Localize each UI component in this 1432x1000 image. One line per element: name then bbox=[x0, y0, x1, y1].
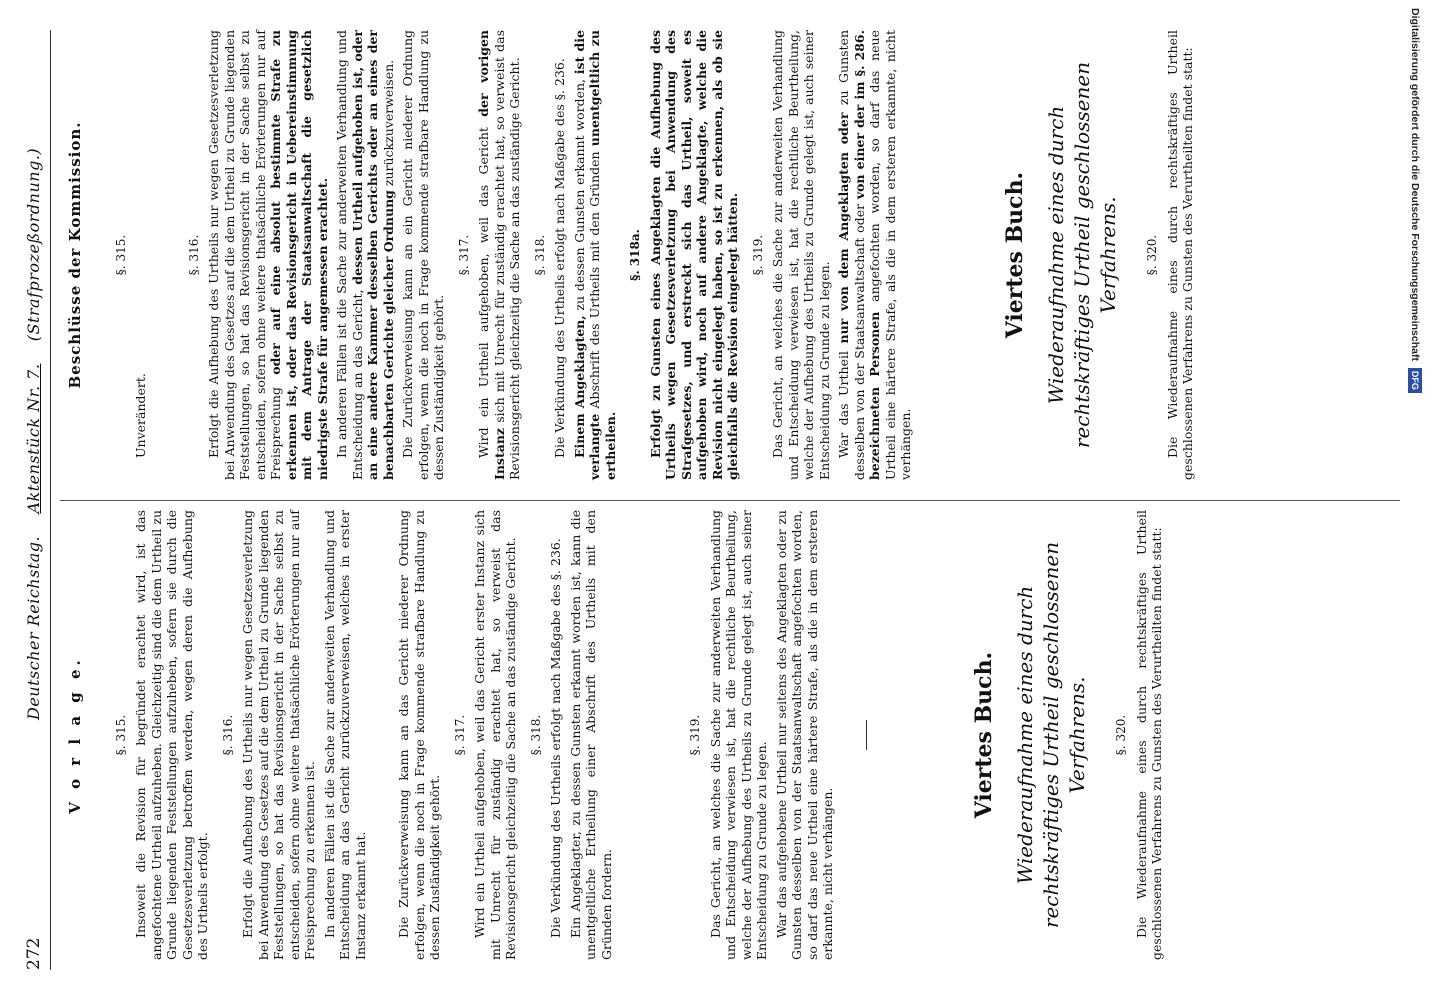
section-text-amendment: Erfolgt zu Gunsten eines Angeklagten die Aufhebung des Urtheils wegen Gesetzesverletzung bei Anwendung des Strafgesetzes, und erstreckt sich das Urtheil, soweit es aufgehoben wird, noch auf andere Angeklagte, welche die Revision nicht eingelegt haben, so ist zu erkennen, als ob sie gleichfalls die Revision eingelegt hätten. bbox=[647, 30, 740, 480]
section-text-amendment: nur von dem Angeklagten oder bbox=[836, 112, 851, 344]
section-text-amendment: der vorigen Instanz bbox=[476, 30, 507, 480]
book-subtitle: Wiederaufnahme eines durch rechtskräftiges Urtheil geschlossenen Verfahrens. bbox=[1013, 541, 1089, 929]
section-text: Die Wiederaufnahme eines durch rechtskräftiges Urtheil geschlossenen Verfahrens zu Gunsten des Verurtheilten findet statt: bbox=[1133, 510, 1164, 960]
section-number: §. 316. bbox=[220, 714, 235, 756]
column-kommission bbox=[60, 30, 1400, 480]
section-number: §. 318. bbox=[528, 714, 543, 756]
section-number: §. 318a. bbox=[628, 229, 642, 281]
section-text-regular: angefochten worden, so darf das neue Urtheil eine härtere Strafe, als die in dem ersteren erkannte, nicht verhängen. bbox=[867, 30, 913, 480]
running-title bbox=[24, 148, 43, 720]
section-text-amendment: von einer der im §. 286. bezeichneten Personen bbox=[851, 30, 882, 480]
digitization-credit-text: Digitalisierung gefördert durch die Deutsche Forschungsgemeinschaft bbox=[1409, 8, 1421, 361]
section-text-regular: zu dessen Gunsten erkannt worden, bbox=[571, 78, 587, 311]
section-text: Wird ein Urtheil aufgehoben, weil das Gericht erster Instanz sich mit Unrecht für zuständig erachtet hat, so verweist das Revisionsgericht gleichzeitig die Sache an das zuständige Gericht. bbox=[472, 510, 518, 960]
running-title-document: Aktenstück Nr. 7. bbox=[24, 363, 43, 514]
section-number: §. 319. bbox=[750, 234, 765, 276]
section-text: Das Gericht, an welches die Sache zur anderweiten Verhandlung und Entscheidung verwiesen ist, hat die rechtliche Beurtheilung, welche der Aufhebung des Urtheils zu Grunde gelegt ist, auch seiner Entscheidung zu Grunde zu legen. bbox=[770, 30, 832, 480]
section-text bbox=[476, 30, 523, 480]
section-number: §. 316. bbox=[186, 234, 201, 276]
section-text bbox=[572, 30, 619, 480]
header-rule bbox=[50, 30, 51, 970]
section-text: Unverändert. bbox=[133, 373, 148, 458]
section-number: §. 318. bbox=[532, 234, 547, 276]
section-text-amendment: oder auf eine absolut bestimmte Strafe zu erkennen ist, oder das Revisionsgericht in Uebereinstimmung mit dem Antrage der Staatsanwaltschaft die gesetzlich niedrigste Strafe für angemessen erachtet. bbox=[268, 29, 330, 480]
kommission-heading: Beschlüsse der Kommission. bbox=[66, 121, 84, 389]
section-text-regular: zu Gunsten desselben von der Staatsanwaltschaft oder bbox=[836, 29, 867, 480]
section-text-amendment: ist die verlangte bbox=[571, 30, 602, 480]
section-text: Insoweit die Revision für begründet erachtet wird, ist das angefochtene Urtheil aufzuheben. Gleichzeitig sind die dem Urtheil zu Grunde liegenden Feststellungen aufzuheben, sofern sie durch die Gesetzesverletzung betroffen werden, wegen deren die Aufhebung des Urtheils erfolgt. bbox=[133, 510, 210, 960]
section-text: Die Verkündung des Urtheils erfolgt nach Maßgabe des §. 236. bbox=[548, 538, 563, 938]
section-number: §. 320. bbox=[1114, 714, 1128, 756]
section-text-regular: War das Urtheil bbox=[836, 351, 851, 458]
section-text bbox=[836, 30, 914, 480]
section-text: Ein Angeklagter, zu dessen Gunsten erkannt worden ist, kann die unentgeltliche Ertheilung einer Abschrift des Urtheils mit den Gründen fordern. bbox=[567, 510, 614, 960]
section-text: Die Zurückverweisung kann an das Gericht niederer Ordnung erfolgen, wenn die noch in Frage kommende strafbare Handlung zu dessen Zuständigkeit gehört. bbox=[396, 510, 442, 960]
section-number: §. 317. bbox=[452, 714, 467, 756]
section-text-regular: zurückzuverweisen. bbox=[380, 59, 396, 187]
vorlage-heading: V o r l a g e. bbox=[66, 656, 84, 814]
digitization-credit bbox=[1398, 0, 1432, 1000]
section-number: §. 320. bbox=[1145, 234, 1159, 276]
section-text bbox=[334, 30, 396, 480]
running-title-subject: (Strafprozeßordnung.) bbox=[24, 147, 43, 342]
running-title-journal: Deutscher Reichstag. bbox=[24, 535, 43, 720]
section-text-regular: Abschrift des Urtheils mit den Gründen bbox=[587, 151, 602, 409]
dfg-logo: DFG bbox=[1408, 368, 1422, 393]
section-text: Die Wiederaufnahme eines durch rechtskräftiges Urtheil geschlossenen Verfahrens zu Gunsten des Verurtheilten findet statt: bbox=[1164, 30, 1195, 480]
section-number: §. 315. bbox=[113, 234, 128, 276]
section-number: §. 315. bbox=[113, 714, 128, 756]
section-text-regular: Erfolgt die Aufhebung des Urtheils nur wegen Gesetzesverletzung bei Anwendung des Gesetzes auf die dem Urtheil zu Grunde liegenden Feststellungen, so hat das Revisionsgericht in der Sache selbst zu entscheiden, sofern ohne weitere thatsächliche Erörterungen nur auf Freisprechung bbox=[206, 30, 283, 480]
section-text-regular: In anderen Fällen ist die Sache zur anderweiten Verhandlung und Entscheidung an das Gericht, bbox=[334, 30, 365, 480]
section-text: Das Gericht, an welches die Sache zur anderweiten Verhandlung und Entscheidung verwiesen ist, hat die rechtliche Beurtheilung, welche der Aufhebung des Urtheils zu Grunde gelegt ist, auch seiner Entscheidung zu Grunde zu legen. bbox=[707, 510, 769, 960]
section-text: Erfolgt die Aufhebung des Urtheils nur wegen Gesetzesverletzung bei Anwendung des Gesetzes auf die dem Urtheil zu Grunde liegenden Feststellungen, so hat das Revisionsgericht in der Sache selbst zu entscheiden, sofern ohne weitere thatsächliche Erörterungen nur auf Freisprechung zu erkennen ist. bbox=[240, 510, 317, 960]
section-text: War das aufgehobene Urtheil nur seitens des Angeklagten oder zu Gunsten desselben von der Staatsanwaltschaft angefochten worden, so darf das neue Urtheil eine härtere Strafe, als die in dem ersteren erkannte, nicht verhängen. bbox=[773, 510, 835, 960]
section-text-amendment: Einem Angeklagten, bbox=[571, 315, 587, 458]
section-text-regular: sich mit Unrecht für zuständig erachtet hat, so verweist das Revisionsgericht gleichzeitig die Sache an das zuständige Gericht. bbox=[491, 30, 522, 480]
column-divider bbox=[60, 500, 1400, 501]
section-text: In anderen Fällen ist die Sache zur anderweiten Verhandlung und Entscheidung an das Gericht zurückzuverweisen, welches in erster Instanz erkannt hat. bbox=[321, 510, 368, 960]
section-text-amendment: dessen Urtheil aufgehoben ist, oder an eine andere Kammer desselben Gerichts oder an eines der benachbarten Gerichte gleicher Ordnung bbox=[349, 30, 396, 480]
section-text bbox=[206, 30, 330, 480]
section-text: Die Zurückverweisung kann an ein Gericht niederer Ordnung erfolgen, wenn die noch in Frage kommende strafbare Handlung zu dessen Zuständigkeit gehört. bbox=[400, 30, 446, 480]
book-title: Viertes Buch. bbox=[1001, 171, 1028, 339]
column-vorlage bbox=[60, 510, 1400, 960]
book-subtitle: Wiederaufnahme eines durch rechtskräftiges Urtheil geschlossenen Verfahrens. bbox=[1044, 61, 1120, 449]
section-text-amendment: unentgeltlich zu ertheilen. bbox=[587, 30, 618, 480]
section-number: §. 317. bbox=[456, 234, 471, 276]
section-text: Die Verkündung des Urtheils erfolgt nach Maßgabe des §. 236. bbox=[552, 58, 567, 458]
section-number: §. 319. bbox=[688, 714, 702, 756]
page-header bbox=[18, 30, 48, 970]
page-number: 272 bbox=[24, 937, 44, 970]
book-title: Viertes Buch. bbox=[970, 651, 997, 819]
section-text-regular: Wird ein Urtheil aufgehoben, weil das Gericht bbox=[476, 127, 491, 458]
separator-rule bbox=[866, 720, 867, 750]
